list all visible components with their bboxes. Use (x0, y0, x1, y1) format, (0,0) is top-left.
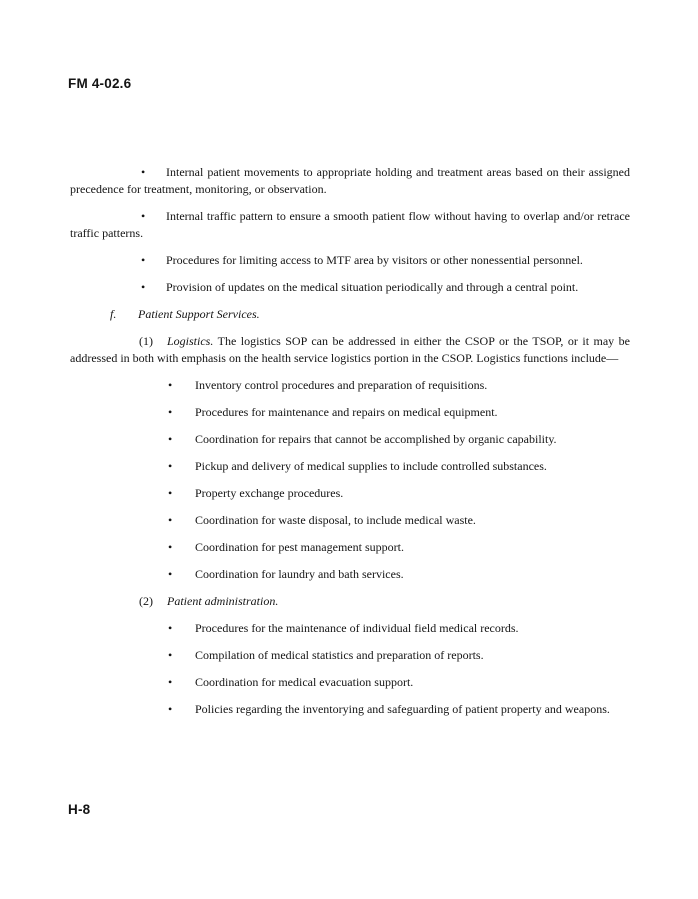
bullet-icon: • (168, 405, 173, 419)
bullet-item (70, 458, 630, 475)
document-body (70, 164, 630, 718)
bullet-item (70, 485, 630, 502)
bullet-item (70, 431, 630, 448)
heading-item (70, 306, 630, 323)
heading-item (70, 333, 630, 367)
item-label: (2) (139, 594, 153, 608)
bullet-icon: • (141, 253, 146, 267)
text-run: Internal traffic pattern to ensure a smooth patient flow without having to overlap and/or retrace traffic patterns. (70, 209, 630, 240)
text-run: Coordination for laundry and bath services. (195, 567, 404, 581)
bullet-icon: • (168, 486, 173, 500)
text-run: Patient administration. (167, 594, 279, 608)
text-run: The logistics SOP can be addressed in either the CSOP or the TSOP, or it may be addressed in both with emphasis on the health service logistics portion in the CSOP. Logistics functions include— (70, 334, 630, 365)
text-run: Compilation of medical statistics and preparation of reports. (195, 648, 484, 662)
text-run: Patient Support Services. (138, 307, 260, 321)
bullet-item (70, 164, 630, 198)
text-run: Pickup and delivery of medical supplies to include controlled substances. (195, 459, 547, 473)
text-run: Policies regarding the inventorying and safeguarding of patient property and weapons. (195, 702, 610, 716)
bullet-item (70, 404, 630, 421)
text-run: Procedures for the maintenance of individual field medical records. (195, 621, 519, 635)
bullet-icon: • (168, 459, 173, 473)
page-number: H-8 (68, 802, 91, 817)
text-run: Internal patient movements to appropriate holding and treatment areas based on their assigned precedence for treatment, monitoring, or observation. (70, 165, 630, 196)
text-run: Inventory control procedures and preparation of requisitions. (195, 378, 488, 392)
bullet-item (70, 620, 630, 637)
bullet-icon: • (141, 165, 146, 179)
text-run: Coordination for repairs that cannot be accomplished by organic capability. (195, 432, 557, 446)
bullet-item (70, 539, 630, 556)
heading-item (70, 593, 630, 610)
bullet-item (70, 377, 630, 394)
text-run: Procedures for limiting access to MTF area by visitors or other nonessential personnel. (166, 253, 583, 267)
bullet-item (70, 252, 630, 269)
bullet-icon: • (168, 648, 173, 662)
bullet-icon: • (168, 432, 173, 446)
bullet-icon: • (168, 621, 173, 635)
bullet-item (70, 701, 630, 718)
text-run: Coordination for medical evacuation support. (195, 675, 414, 689)
bullet-icon: • (168, 540, 173, 554)
bullet-item (70, 512, 630, 529)
text-run: Coordination for waste disposal, to include medical waste. (195, 513, 476, 527)
item-label: (1) (139, 334, 153, 348)
bullet-icon: • (168, 378, 173, 392)
bullet-icon: • (168, 702, 173, 716)
text-run: Coordination for pest management support. (195, 540, 404, 554)
bullet-item (70, 674, 630, 691)
bullet-item (70, 566, 630, 583)
bullet-item (70, 647, 630, 664)
bullet-item (70, 279, 630, 296)
item-label: f. (110, 307, 117, 321)
bullet-item (70, 208, 630, 242)
text-run: Property exchange procedures. (195, 486, 344, 500)
bullet-icon: • (168, 675, 173, 689)
bullet-icon: • (168, 567, 173, 581)
page-title: FM 4-02.6 (68, 76, 132, 91)
bullet-icon: • (141, 280, 146, 294)
text-run: Procedures for maintenance and repairs on medical equipment. (195, 405, 498, 419)
text-run: Logistics. (167, 334, 214, 348)
bullet-icon: • (141, 209, 146, 223)
text-run: Provision of updates on the medical situation periodically and through a central point. (166, 280, 579, 294)
bullet-icon: • (168, 513, 173, 527)
